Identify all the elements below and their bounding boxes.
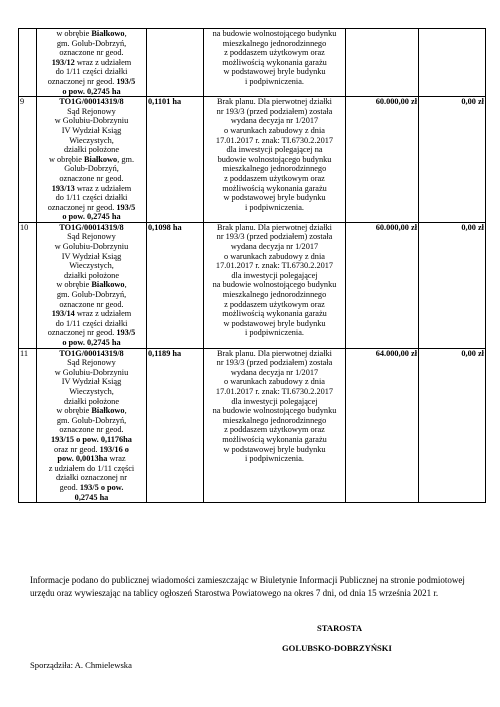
description-segment: do 1/11 części działki	[55, 193, 128, 203]
plot-area	[147, 29, 204, 97]
description-segment: TO1G/00014319/8	[59, 97, 124, 107]
description-segment: Białkowo	[91, 280, 125, 290]
use-line: i podpiwniczenia.	[245, 76, 304, 86]
description-line	[38, 493, 145, 503]
row-number	[19, 29, 37, 97]
description-segment: Sąd Rejonowy	[67, 358, 116, 368]
description-line	[38, 97, 145, 107]
row-number: 9	[19, 97, 37, 223]
description-segment: IV Wydział Ksiąg	[61, 377, 122, 387]
use-line: w podstawowej bryle budynku	[223, 193, 326, 203]
description-segment: Wieczystych,	[69, 386, 114, 396]
description-line	[38, 425, 145, 435]
description-segment: o pow. 0,2745 ha	[62, 212, 121, 222]
description-segment: Białkowo	[84, 154, 118, 164]
description-segment: wraz z udziałem	[74, 183, 132, 193]
description-segment: w obrębie	[48, 154, 84, 164]
use-line: i podpiwniczenia.	[245, 202, 304, 212]
use-line: wydana decyzja nr 1/2017	[230, 116, 319, 126]
description-segment: do 1/11 części działki	[55, 67, 128, 77]
description-line	[38, 58, 145, 68]
use-line: budowie wolnostojącego budynku	[217, 154, 332, 164]
row-number: 10	[19, 222, 37, 348]
description-line	[38, 387, 145, 397]
description-segment: 193/13	[51, 183, 75, 193]
description-line	[38, 174, 145, 184]
description-segment: Sąd Rejonowy	[67, 232, 116, 242]
use-line: z poddaszem użytkowym oraz	[224, 48, 325, 58]
description-segment: oraz nr geod.	[54, 444, 100, 454]
description-line	[38, 377, 145, 387]
description-segment: 193/5	[116, 202, 136, 212]
description-line	[38, 252, 145, 262]
description-segment: działki położone	[63, 145, 120, 155]
use-line: wydana decyzja nr 1/2017	[230, 367, 319, 377]
use-line: Brak planu. Dla pierwotnej działki	[217, 348, 332, 358]
description-segment: działki położone	[63, 396, 120, 406]
use-line: Brak planu. Dla pierwotnej działki	[217, 97, 332, 107]
description-segment: w Golubiu-Dobrzyniu	[54, 116, 129, 126]
description-line	[38, 242, 145, 252]
description-segment: w Golubiu-Dobrzyniu	[54, 367, 129, 377]
plot-area: 0,1101 ha	[147, 97, 204, 223]
use-line: i podpiwniczenia.	[245, 328, 304, 338]
use-line: 17.01.2017 r. znak: TI.6730.2.2017	[215, 135, 334, 145]
use-line: nr 193/3 (przed podziałem) została	[216, 232, 333, 242]
signature-title: STAROSTA	[317, 623, 363, 633]
description-segment: Sąd Rejonowy	[67, 106, 116, 116]
description-line	[38, 107, 145, 117]
description-segment: IV Wydział Ksiąg	[61, 251, 122, 261]
description-segment: , gm.	[117, 154, 135, 164]
plot-area: 0,1098 ha	[147, 222, 204, 348]
description-segment: ,	[124, 29, 127, 38]
description-segment: ,	[124, 406, 127, 416]
use-line: możliwością wykonania garażu	[222, 309, 327, 319]
description-line	[38, 48, 145, 58]
description-line	[38, 358, 145, 368]
description-line	[38, 464, 145, 474]
use-line: dla inwestycji polegającej	[231, 396, 318, 406]
vat-value: 0,00 zł	[419, 97, 486, 223]
land-use-description	[204, 222, 346, 348]
description-line	[38, 454, 145, 464]
description-segment: 193/15 o pow. 0,1176ha	[51, 434, 132, 444]
description-segment: TO1G/00014319/8	[59, 222, 124, 232]
description-segment: 193/5 o pow.	[79, 482, 124, 492]
use-line: na budowie wolnostojącego budynku	[212, 29, 337, 38]
description-segment: geod.	[59, 482, 80, 492]
land-use-description	[204, 97, 346, 223]
description-segment: 193/5	[116, 328, 136, 338]
use-line: o warunkach zabudowy z dnia	[224, 251, 325, 261]
table-body	[19, 29, 486, 503]
description-line	[38, 223, 145, 233]
description-line	[38, 435, 145, 445]
use-line: dla inwestycji polegającej na	[226, 145, 323, 155]
description-segment: do 1/11 części działki	[55, 318, 128, 328]
use-line: nr 193/3 (przed podziałem) została	[216, 358, 333, 368]
use-line: dla inwestycji polegającej	[231, 270, 318, 280]
description-line	[38, 136, 145, 146]
table-row	[19, 97, 486, 223]
land-use-description	[204, 29, 346, 97]
description-segment: o pow. 0,2745 ha	[62, 86, 121, 96]
row-number: 11	[19, 348, 37, 503]
description-segment: w obrębie	[56, 406, 92, 416]
description-line	[38, 338, 145, 348]
description-line	[38, 290, 145, 300]
description-line	[38, 212, 145, 222]
description-segment: wraz	[107, 454, 126, 464]
land-register-description	[37, 348, 147, 503]
description-line	[38, 77, 145, 87]
use-line: w podstawowej bryle budynku	[223, 67, 326, 77]
land-register-description	[37, 222, 147, 348]
description-line	[38, 184, 145, 194]
description-segment: 193/16 o	[99, 444, 129, 454]
vat-value	[419, 29, 486, 97]
description-line	[38, 319, 145, 329]
use-line: o warunkach zabudowy z dnia	[224, 377, 325, 387]
description-line	[38, 300, 145, 310]
description-segment: w Golubiu-Dobrzyniu	[54, 242, 129, 252]
use-line: z poddaszem użytkowym oraz	[224, 299, 325, 309]
description-segment: ,	[124, 280, 127, 290]
description-line	[38, 280, 145, 290]
use-line: mieszkalnego jednorodzinnego	[222, 164, 327, 174]
description-segment: pow. 0,0013ha	[57, 454, 108, 464]
description-segment: gm. Golub-Dobrzyń,	[56, 38, 127, 48]
description-line	[38, 67, 145, 77]
description-segment: Golub-Dobrzyń,	[64, 164, 119, 174]
use-line: nr 193/3 (przed podziałem) została	[216, 106, 333, 116]
description-line	[38, 349, 145, 359]
use-line: i podpiwniczenia.	[245, 454, 304, 464]
description-segment: oznaczonej nr geod.	[47, 202, 117, 212]
price-value: 60.000,00 zł	[346, 97, 419, 223]
description-segment: 0,2745 ha	[74, 492, 109, 502]
use-line: mieszkalnego jednorodzinnego	[222, 38, 327, 48]
description-segment: 193/14	[51, 309, 75, 319]
description-segment: działki położone	[63, 270, 120, 280]
vat-value: 0,00 zł	[419, 348, 486, 503]
description-line	[38, 416, 145, 426]
land-register-description	[37, 97, 147, 223]
vat-value: 0,00 zł	[419, 222, 486, 348]
use-line: 17.01.2017 r. znak: TI.6730.2.2017	[215, 386, 334, 396]
table-row	[19, 29, 486, 97]
land-register-description	[37, 29, 147, 97]
description-segment: TO1G/00014319/8	[59, 348, 124, 358]
description-line	[38, 406, 145, 416]
description-line	[38, 368, 145, 378]
signature-office: GOLUBSKO-DOBRZYŃSKI	[282, 643, 392, 653]
description-line	[38, 328, 145, 338]
use-line: mieszkalnego jednorodzinnego	[222, 290, 327, 300]
description-segment: działki oznaczonej nr	[56, 473, 127, 483]
description-line	[38, 271, 145, 281]
description-line	[38, 116, 145, 126]
description-segment: oznaczone nr geod.	[59, 173, 124, 183]
use-line: na budowie wolnostojącego budynku	[212, 406, 337, 416]
description-segment: Wieczystych,	[69, 261, 114, 271]
description-segment: w obrębie	[56, 29, 92, 38]
use-line: o warunkach zabudowy z dnia	[224, 125, 325, 135]
use-line: mieszkalnego jednorodzinnego	[222, 415, 327, 425]
description-segment: oznaczone nr geod.	[59, 299, 124, 309]
description-line	[38, 126, 145, 136]
description-line	[38, 39, 145, 49]
description-segment: wraz z udziałem	[74, 309, 132, 319]
description-line	[38, 232, 145, 242]
description-segment: w obrębie	[56, 280, 92, 290]
description-segment: oznaczonej nr geod.	[47, 328, 117, 338]
description-line	[38, 193, 145, 203]
use-line: w podstawowej bryle budynku	[223, 318, 326, 328]
use-line: Brak planu. Dla pierwotnej działki	[217, 222, 332, 232]
description-segment: IV Wydział Ksiąg	[61, 125, 122, 135]
description-line	[38, 483, 145, 493]
description-segment: 193/5	[116, 76, 136, 86]
description-line	[38, 261, 145, 271]
description-segment: gm. Golub-Dobrzyń,	[56, 290, 127, 300]
prepared-by: Sporządziła: A. Chmielewska	[30, 660, 132, 670]
description-segment: z udziałem do 1/11 części	[48, 463, 135, 473]
use-line: 17.01.2017 r. znak: TI.6730.2.2017	[215, 261, 334, 271]
description-segment: o pow. 0,2745 ha	[62, 338, 121, 347]
description-segment: wraz z udziałem	[74, 57, 132, 67]
price-value	[346, 29, 419, 97]
description-line	[38, 445, 145, 455]
price-value: 64.000,00 zł	[346, 348, 419, 503]
description-line	[38, 309, 145, 319]
info-paragraph: Informacje podano do publicznej wiadomości zamieszczając w Biuletynie Informacji Publicznej na stronie podmiotowej urzędu oraz wywieszając na tablicy ogłoszeń Starostwa Powiatowego na okres 7 dni, od dnia 15 września 2021 r.	[30, 575, 465, 598]
use-line: z poddaszem użytkowym oraz	[224, 173, 325, 183]
table-row	[19, 222, 486, 348]
description-line	[38, 473, 145, 483]
use-line: wydana decyzja nr 1/2017	[230, 242, 319, 252]
description-line	[38, 203, 145, 213]
description-line	[38, 164, 145, 174]
description-line	[38, 87, 145, 97]
use-line: możliwością wykonania garażu	[222, 434, 327, 444]
use-line: możliwością wykonania garażu	[222, 57, 327, 67]
description-line	[38, 145, 145, 155]
description-segment: gm. Golub-Dobrzyń,	[56, 415, 127, 425]
description-segment: 193/12	[51, 57, 75, 67]
description-segment: oznaczone nr geod.	[59, 425, 124, 435]
use-line: na budowie wolnostojącego budynku	[212, 280, 337, 290]
use-line: w podstawowej bryle budynku	[223, 444, 326, 454]
description-line	[38, 29, 145, 39]
description-segment: oznaczonej nr geod.	[47, 76, 117, 86]
description-segment: oznaczone nr geod.	[59, 48, 124, 58]
use-line: możliwością wykonania garażu	[222, 183, 327, 193]
description-line	[38, 155, 145, 165]
description-line	[38, 397, 145, 407]
property-table	[18, 28, 486, 503]
table-row	[19, 348, 486, 503]
price-value: 60.000,00 zł	[346, 222, 419, 348]
plot-area: 0,1189 ha	[147, 348, 204, 503]
description-segment: Białkowo	[91, 406, 125, 416]
description-segment: Białkowo	[91, 29, 125, 38]
use-line: z poddaszem użytkowym oraz	[224, 425, 325, 435]
description-segment: Wieczystych,	[69, 135, 114, 145]
land-use-description	[204, 348, 346, 503]
